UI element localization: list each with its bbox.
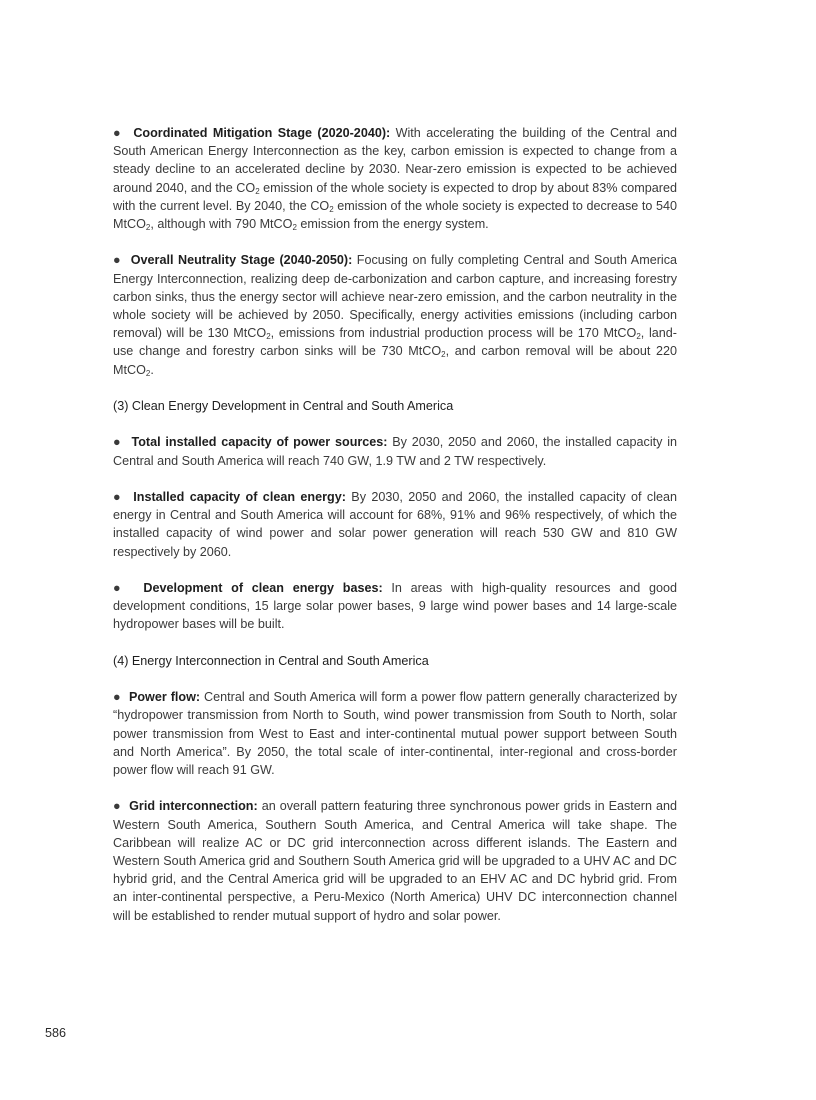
paragraph-text: .	[150, 362, 154, 377]
bullet-icon: ●	[113, 253, 122, 268]
paragraph-label: Coordinated Mitigation Stage (2020-2040):	[133, 126, 391, 140]
bullet-icon: ●	[113, 435, 122, 450]
paragraph-clean-capacity	[113, 488, 677, 561]
bullet-icon: ●	[113, 490, 123, 504]
paragraph-clean-bases	[113, 579, 677, 634]
paragraph-text: emission from the energy system.	[296, 217, 489, 232]
paragraph-coordinated-mitigation	[113, 124, 677, 233]
paragraph-text: , although with 790 MtCO	[150, 217, 293, 232]
bullet-icon: ●	[113, 690, 122, 705]
paragraph-text: an overall pattern featuring three synchronous power grids in Eastern and Western South America, Southern South America, and Central America will take shape. The Caribbean will realize AC or DC grid interconnection across different islands. The Eastern and Western South America grid and Southern South America grid will be upgraded to a UHV AC and DC hybrid grid, and the Central America grid will be upgraded to an EHV AC and DC hybrid grid. From an inter-continental perspective, a Peru-Mexico (North America) UHV DC interconnection channel will be established to render mutual support of hydro and solar power.	[113, 799, 677, 923]
paragraph-label: Installed capacity of clean energy:	[133, 490, 346, 504]
bullet-icon: ●	[113, 799, 122, 814]
paragraph-text: , emissions from industrial production process will be 170 MtCO	[270, 326, 637, 341]
page-content	[113, 124, 677, 943]
paragraph-text: With accelerating the building of the Central and South American Energy Interconnection as the key, carbon emission is expected to change from a steady decline to an accelerated decline by 2030. Near-zero emission is expected to be achieved around 2040, and the CO	[113, 126, 678, 195]
subscript: 2	[255, 186, 260, 196]
paragraph-text: Central and South America will form a power flow pattern generally characterized by “hydropower transmission from North to South, wind power transmission from South to North, solar power transmission from West to East and inter-continental mutual power support between South and North America”. By 2050, the total scale of inter-continental, inter-regional and cross-border power flow will reach 91 GW.	[113, 690, 678, 777]
paragraph-text: , and carbon removal will be about 220 MtCO	[113, 344, 678, 377]
paragraph-text: In areas with high-quality resources and good development conditions, 15 large solar power bases, 9 large wind power bases and 14 large-scale hydropower bases will be built.	[113, 581, 678, 632]
paragraph-overall-neutrality	[113, 251, 677, 378]
section-heading-clean-energy: (3) Clean Energy Development in Central and South America	[113, 399, 454, 414]
subscript: 2	[441, 350, 446, 360]
bullet-icon: ●	[113, 581, 126, 595]
subscript: 2	[329, 204, 334, 214]
paragraph-text: emission of the whole society is expected to drop by about 83% compared with the current level. By 2040, the CO	[113, 180, 678, 213]
paragraph-text: By 2030, 2050 and 2060, the installed capacity of clean energy in Central and South America will account for 68%, 91% and 96% respectively, of which the installed capacity of wind power and solar power generation will reach 530 GW and 810 GW respectively by 2060.	[113, 490, 678, 559]
paragraph-total-capacity	[113, 433, 677, 469]
paragraph-text: emission of the whole society is expected to decrease to 540 MtCO	[113, 198, 677, 232]
bullet-icon: ●	[113, 126, 123, 140]
paragraph-grid-interconnection	[113, 797, 677, 924]
paragraph-text: By 2030, 2050 and 2060, the installed capacity in Central and South America will reach 740 GW, 1.9 TW and 2 TW respectively.	[113, 435, 678, 468]
paragraph-label: Overall Neutrality Stage (2040-2050):	[130, 253, 353, 268]
paragraph-text: Focusing on fully completing Central and South America Energy Interconnection, realizing deep de-carbonization and carbon capture, and increasing forestry carbon sinks, thus the energy sector will achieve near-zero emission, and the carbon neutrality in the whole society will be achieved by 2050. Specifically, energy activities emissions (including carbon removal) will be 130 MtCO	[113, 253, 677, 341]
paragraph-label: Grid interconnection:	[129, 799, 258, 814]
paragraph-label: Total installed capacity of power sources:	[131, 435, 388, 450]
subscript: 2	[292, 223, 297, 233]
paragraph-text: , land-use change and forestry carbon sinks will be 730 MtCO	[113, 326, 677, 359]
paragraph-label: Power flow:	[128, 690, 201, 705]
subscript: 2	[636, 332, 641, 342]
paragraph-label: Development of clean energy bases:	[143, 581, 383, 595]
paragraph-power-flow	[113, 688, 677, 779]
page-number: 586	[45, 1026, 67, 1040]
subscript: 2	[266, 332, 271, 342]
section-heading-interconnection: (4) Energy Interconnection in Central and South America	[113, 653, 429, 668]
subscript: 2	[145, 223, 151, 233]
subscript: 2	[145, 368, 151, 378]
